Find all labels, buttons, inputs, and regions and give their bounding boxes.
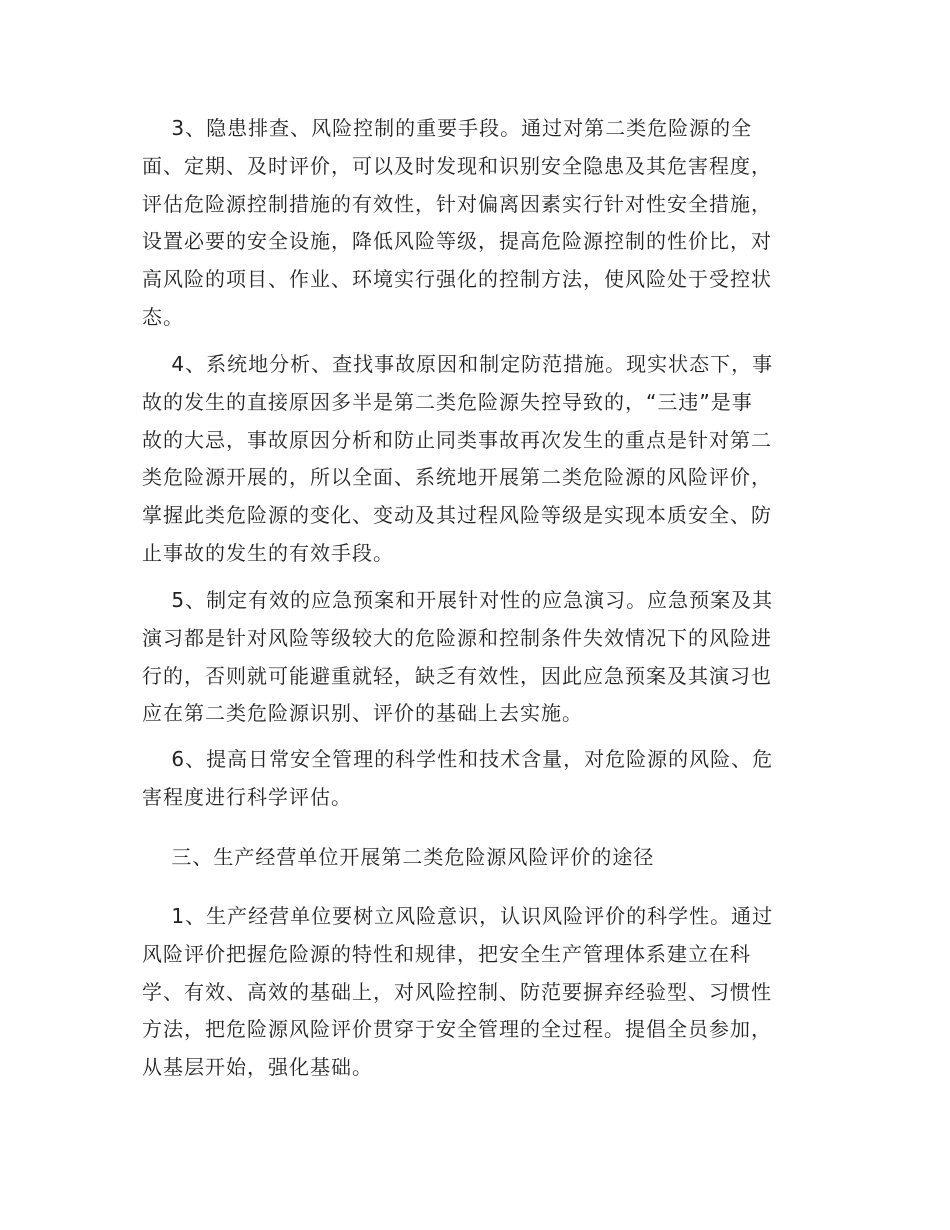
- paragraph-item-5-significance: [142, 582, 773, 733]
- paragraph-line: 故的大忌，事故原因分析和防止同类事故再次发生的重点是针对第二: [142, 427, 772, 452]
- paragraph-line: 害程度进行科学评估。: [142, 784, 352, 809]
- paragraph-line: 学、有效、高效的基础上，对风险控制、防范要摒弃经验型、习惯性: [142, 979, 772, 1004]
- paragraph-line: 评估危险源控制措施的有效性，针对偏离因素实行针对性安全措施，: [142, 191, 772, 216]
- paragraph-item-4-significance: [142, 346, 773, 573]
- paragraph-line: 应在第二类危险源识别、评价的基础上去实施。: [142, 701, 583, 726]
- paragraph-line: 从基层开始，强化基础。: [142, 1055, 373, 1080]
- paragraph-line: 行的，否则就可能避重就轻，缺乏有效性，因此应急预案及其演习也: [142, 663, 772, 688]
- paragraph-line: 5、制定有效的应急预案和开展针对性的应急演习。应急预案及其: [142, 588, 774, 612]
- paragraph-line: 设置必要的安全设施，降低风险等级，提高危险源控制的性价比，对: [142, 229, 772, 254]
- paragraph-line: 故的发生的直接原因多半是第二类危险源失控导致的，“三违”是事: [142, 389, 753, 414]
- section-heading-text: 三、生产经营单位开展第二类危险源风险评价的途径: [142, 845, 655, 869]
- paragraph-line: 高风险的项目、作业、环境实行强化的控制方法，使风险处于受控状: [142, 267, 772, 292]
- section-heading-3: [142, 839, 654, 877]
- paragraph-line: 风险评价把握危险源的特性和规律，把安全生产管理体系建立在科: [142, 941, 751, 966]
- paragraph-line: 方法，把危险源风险评价贯穿于安全管理的全过程。提倡全员参加，: [142, 1017, 772, 1042]
- paragraph-line: 演习都是针对风险等级较大的危险源和控制条件失效情况下的风险进: [142, 625, 772, 650]
- paragraph-line: 类危险源开展的，所以全面、系统地开展第二类危险源的风险评价，: [142, 465, 772, 490]
- paragraph-line: 1、生产经营单位要树立风险意识，认识风险评价的科学性。通过: [142, 904, 774, 928]
- paragraph-line: 掌握此类危险源的变化、变动及其过程风险等级是实现本质安全、防: [142, 503, 772, 528]
- paragraph-line: 6、提高日常安全管理的科学性和技术含量，对危险源的风险、危: [142, 747, 774, 771]
- paragraph-item-6-significance: [142, 741, 773, 817]
- paragraph-line: 面、定期、及时评价，可以及时发现和识别安全隐患及其危害程度，: [142, 153, 772, 178]
- paragraph-line: 4、系统地分析、查找事故原因和制定防范措施。现实状态下，事: [142, 352, 774, 376]
- paragraph-line: 3、隐患排查、风险控制的重要手段。通过对第二类危险源的全: [142, 116, 753, 140]
- paragraph-approach-1: [142, 898, 773, 1087]
- paragraph-line: 止事故的发生的有效手段。: [142, 540, 394, 565]
- paragraph-item-3-significance: [142, 110, 772, 337]
- paragraph-line: 态。: [142, 304, 184, 329]
